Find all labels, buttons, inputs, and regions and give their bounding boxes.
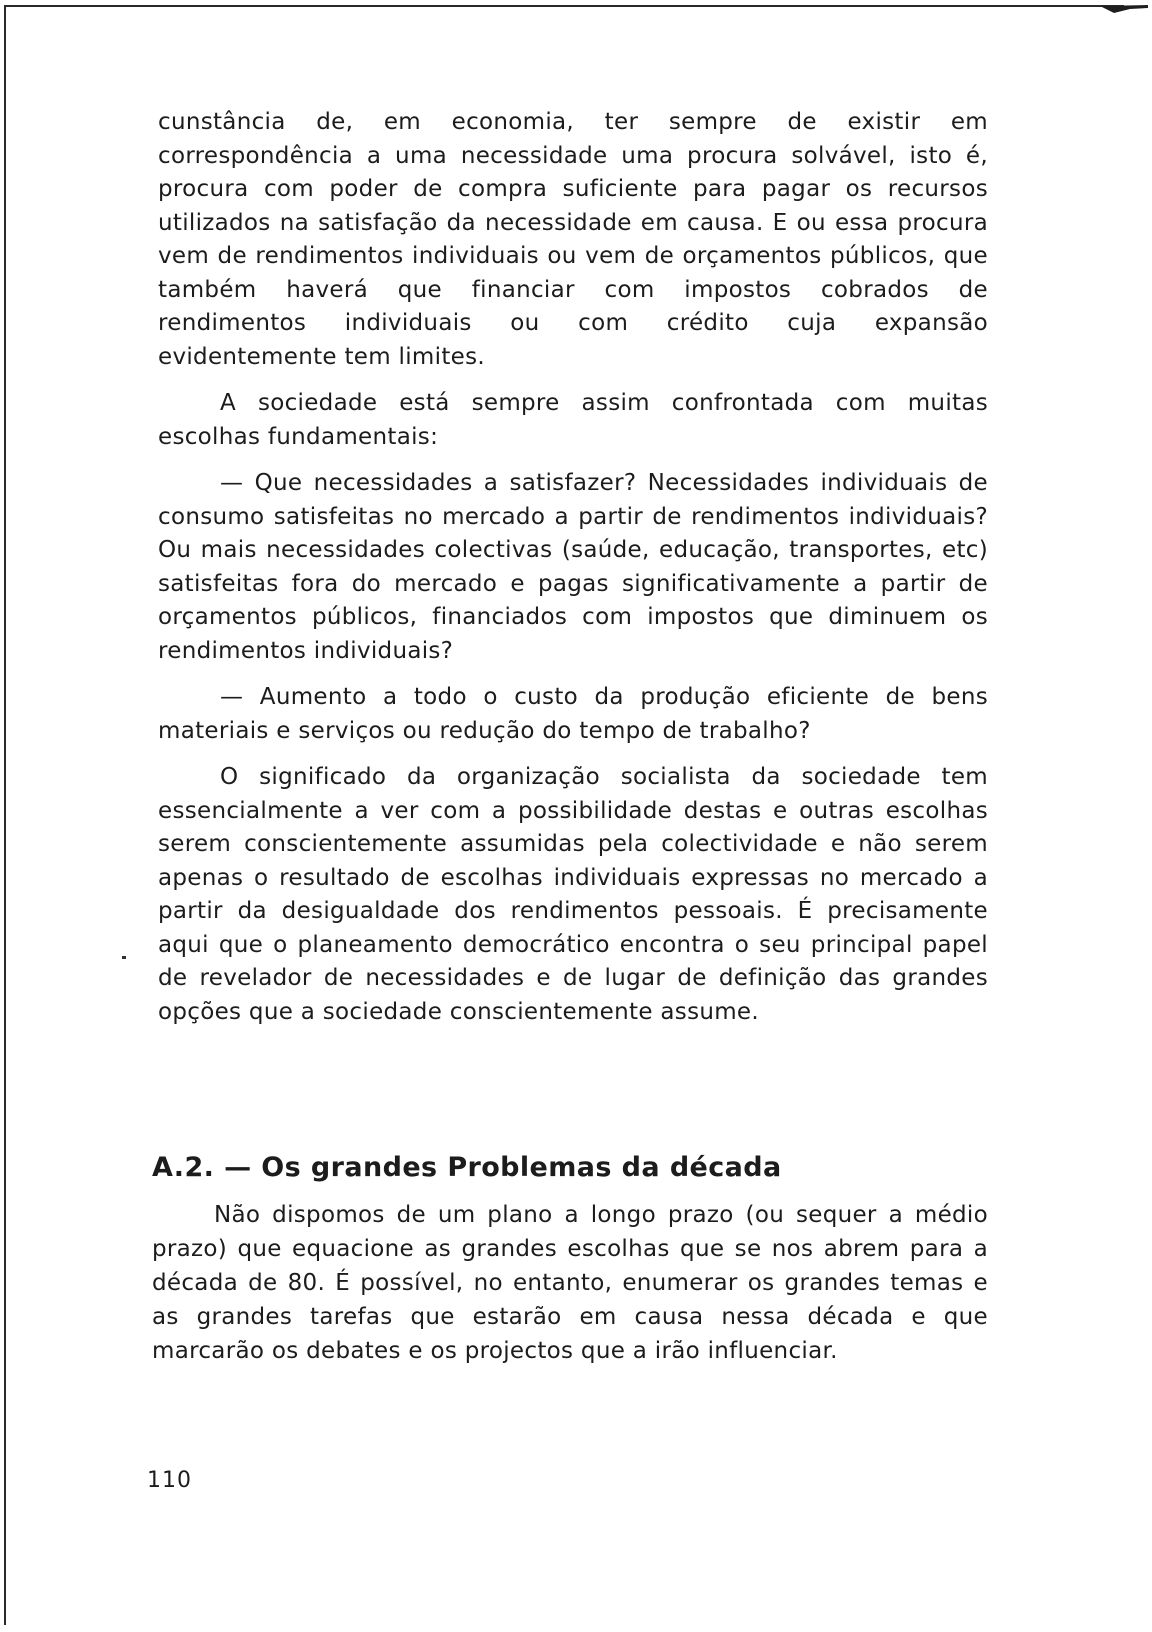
page-border-left — [4, 5, 6, 1625]
margin-mark — [122, 956, 126, 959]
section-heading: A.2. — Os grandes Problemas da década — [152, 1152, 782, 1183]
page-border-top — [4, 5, 1124, 7]
paragraph-decade-plan: Não dispomos de um plano a longo prazo (ou sequer a médio prazo) que equacione as grandes escolhas que se nos abrem para a década de 80. É possível, no entanto, enumerar os grandes temas e as grandes tarefas que estarão em causa nessa década e que marcarão os debates e os projectos que a irão influenciar. — [152, 1202, 988, 1364]
body-text — [158, 106, 988, 1029]
corner-mark — [1100, 4, 1148, 14]
paragraph-question-production: — Aumento a todo o custo da produção eficiente de bens materiais e serviços ou redução do tempo de trabalho? — [158, 684, 988, 744]
section-body — [152, 1198, 988, 1368]
paragraph-question-needs: — Que necessidades a satisfazer? Necessidades individuais de consumo satisfeitas no mercado a partir de rendimentos individuais? Ou mais necessidades colectivas (saúde, educação, transportes, etc) satisfeitas fora do mercado e pagas significativamente a partir de orçamentos públicos, financiados com impostos que diminuem os rendimentos individuais? — [158, 470, 988, 664]
page-number: 110 — [147, 1468, 192, 1493]
paragraph-choices-intro: A sociedade está sempre assim confrontada com muitas escolhas fundamentais: — [158, 390, 988, 450]
paragraph-socialist-organization: O significado da organização socialista da sociedade tem essencialmente a ver com a possibilidade destas e outras escolhas serem conscientemente assumidas pela colectividade e não serem apenas o resultado de escolhas individuais expressas no mercado a partir da desigualdade dos rendimentos pessoais. É precisamente aqui que o planeamento democrático encontra o seu principal papel de revelador de necessidades e de lugar de definição das grandes opções que a sociedade conscientemente assume. — [158, 764, 988, 1025]
paragraph-continuation: cunstância de, em economia, ter sempre de existir em correspondência a uma necessidade uma procura solvável, isto é, procura com poder de compra suficiente para pagar os recursos utilizados na satisfação da necessidade em causa. E ou essa procura vem de rendimentos individuais ou vem de orçamentos públicos, que também haverá que financiar com impostos cobrados de rendimentos individuais ou com crédito cuja expansão evidentemente tem limites. — [158, 109, 988, 370]
